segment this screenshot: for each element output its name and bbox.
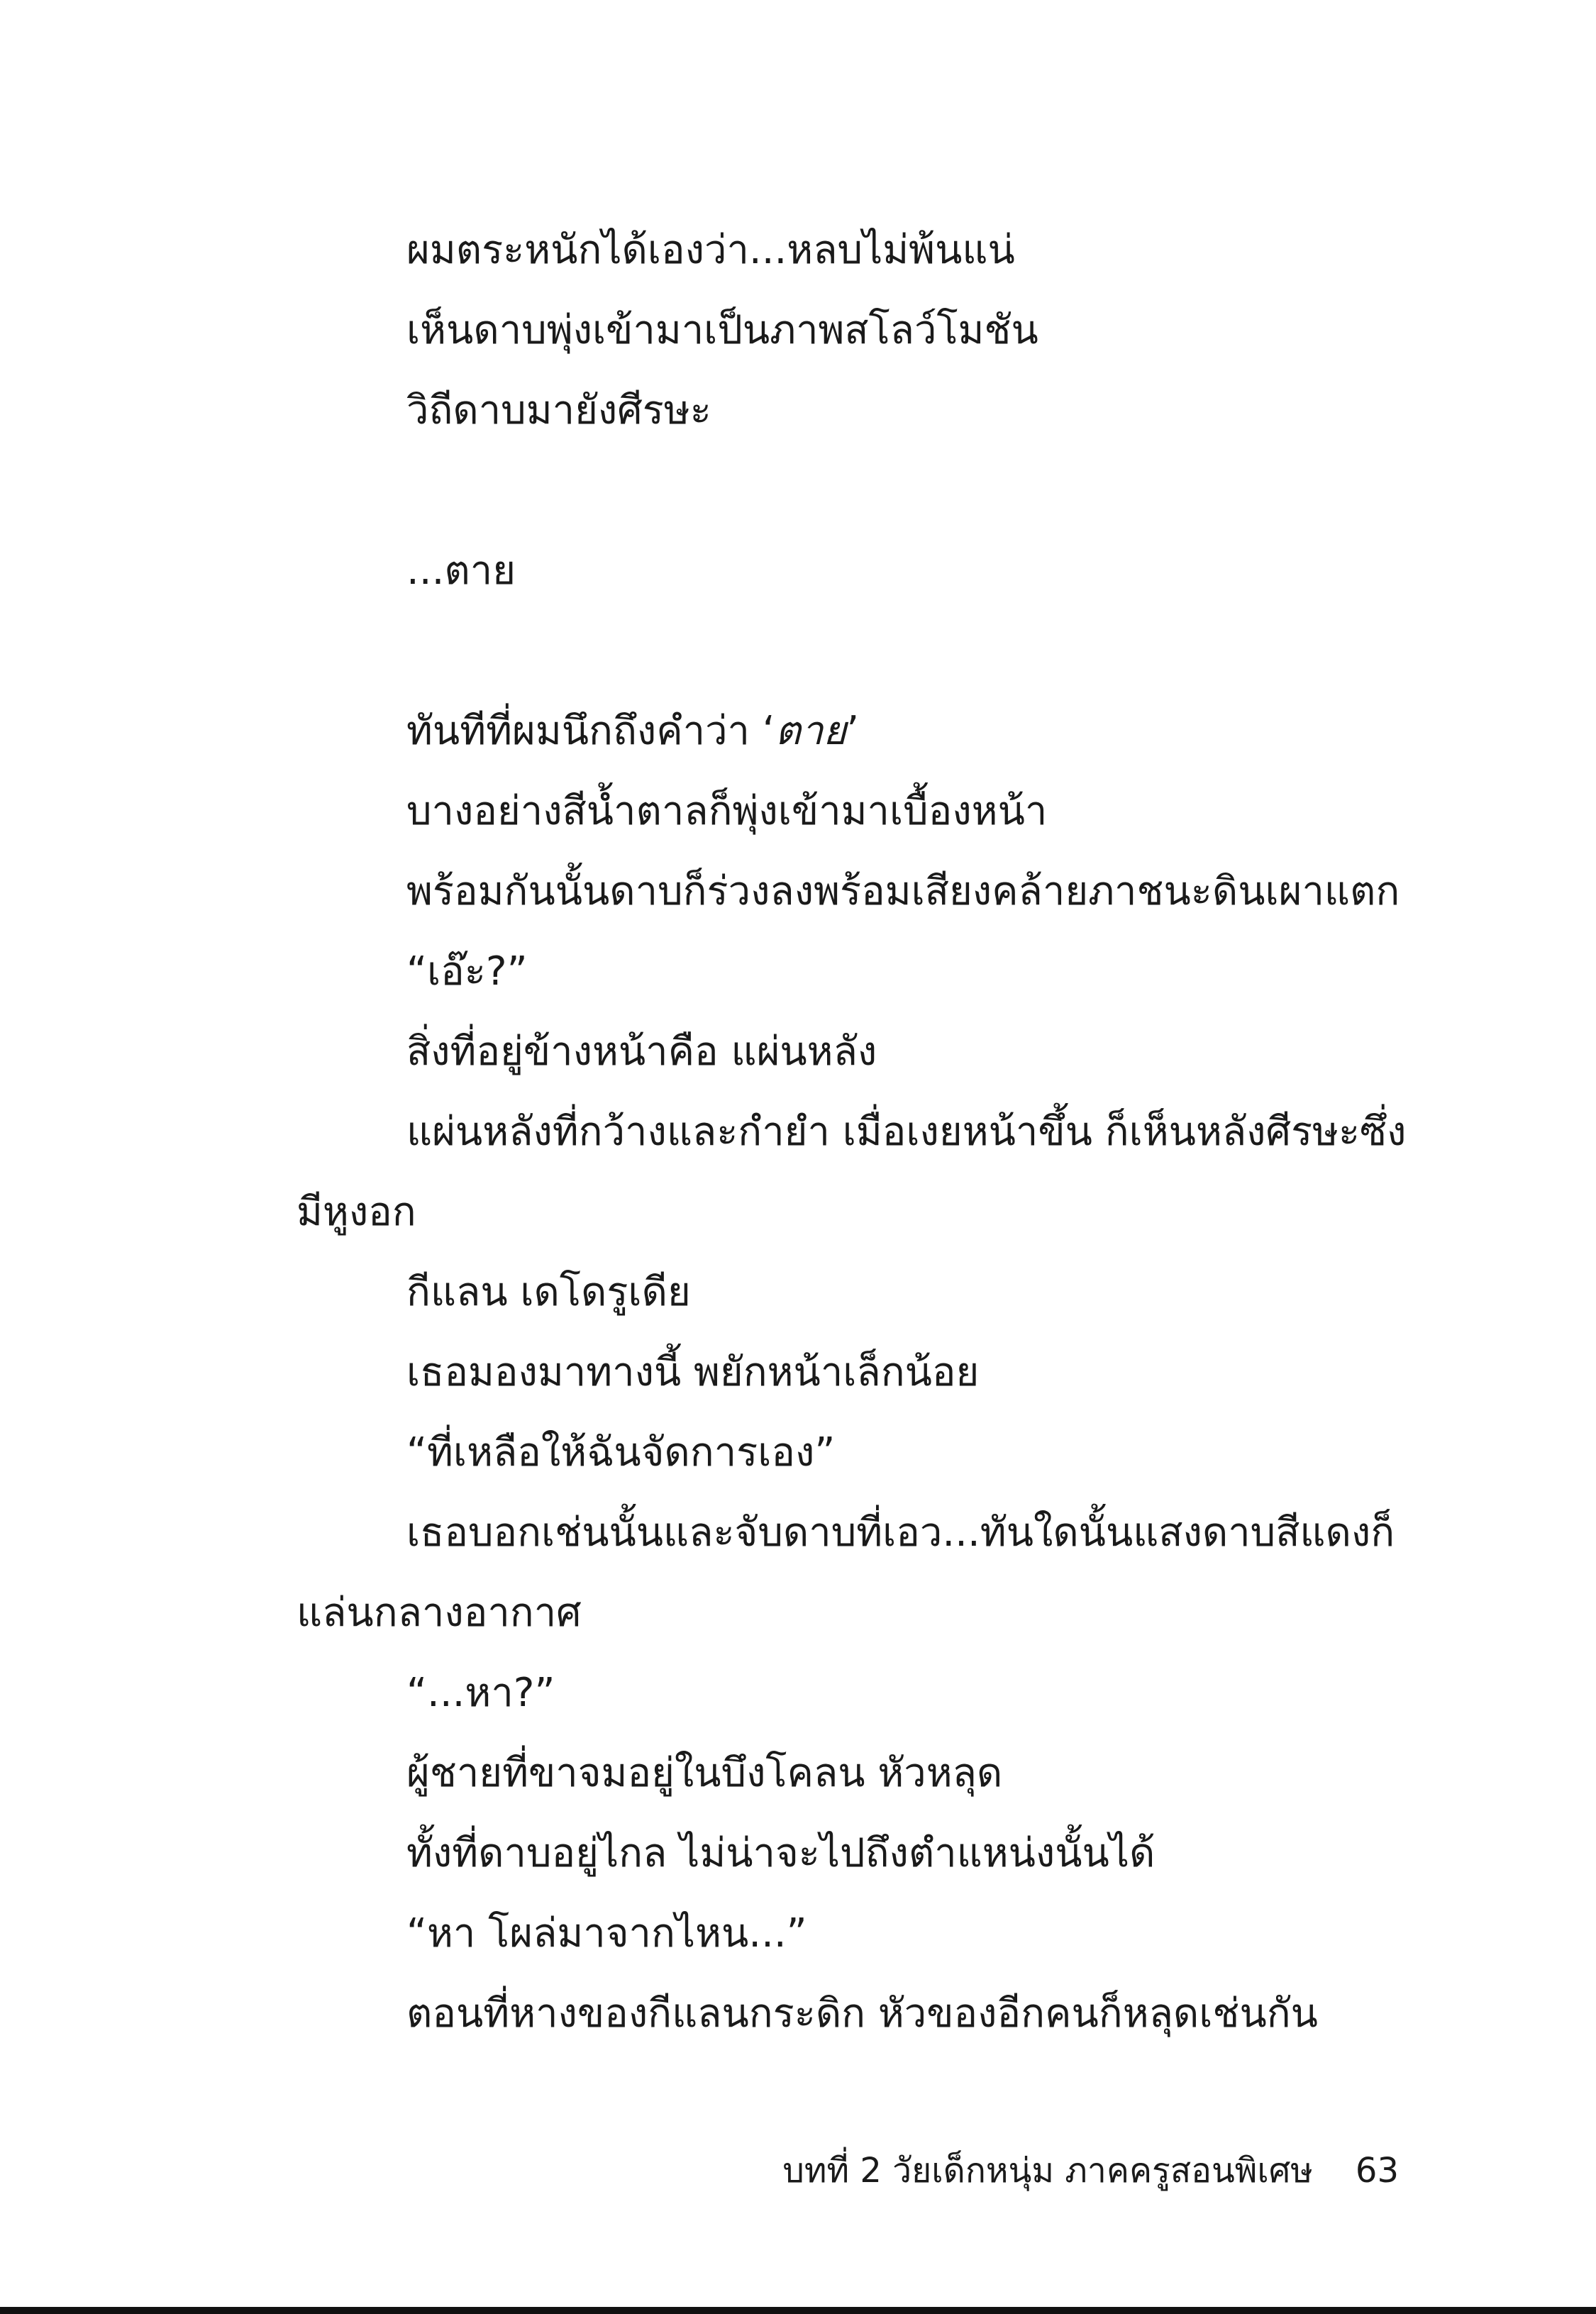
paragraph: ผมตระหนักได้เองว่า...หลบไม่พ้นแน่ (406, 227, 1015, 273)
emphasized-word: ตาย (775, 708, 847, 754)
paragraph: “เอ๊ะ?” (406, 948, 528, 995)
paragraph: “ที่เหลือให้ฉันจัดการเอง” (406, 1429, 836, 1476)
paragraph: เห็นดาบพุ่งเข้ามาเป็นภาพสโลว์โมชัน (406, 307, 1038, 353)
paragraph: ...ตาย (406, 548, 516, 594)
paragraph: “...หา?” (406, 1670, 555, 1716)
paragraph: วิถีดาบมายังศีรษะ (406, 387, 711, 433)
blank-line (297, 611, 1417, 691)
page-number: 63 (1355, 2151, 1399, 2191)
paragraph: “หา โผล่มาจากไหน...” (406, 1910, 807, 1956)
page-footer (782, 2142, 1399, 2199)
paragraph: พร้อมกันนั้นดาบก็ร่วงลงพร้อมเสียงคล้ายภาชนะดินเผาแตก (406, 868, 1400, 914)
paragraph: ทันทีที่ผมนึกถึงคำว่า ‘ตาย’ (406, 708, 860, 754)
paragraph: เธอบอกเช่นนั้นและจับดาบที่เอว...ทันใดนั้นแสงดาบสีแดงก็แล่นกลางอากาศ (297, 1510, 1395, 1636)
paragraph: ผู้ชายที่ขาจมอยู่ในบึงโคลน หัวหลุด (406, 1750, 1003, 1796)
body-text (297, 210, 1417, 2054)
chapter-title: บทที่ 2 วัยเด็กหนุ่ม ภาคครูสอนพิเศษ (782, 2151, 1313, 2191)
paragraph: เธอมองมาทางนี้ พยักหน้าเล็กน้อย (406, 1349, 980, 1395)
bottom-border (0, 2307, 1596, 2314)
paragraph: บางอย่างสีน้ำตาลก็พุ่งเข้ามาเบื้องหน้า (406, 788, 1048, 834)
paragraph: สิ่งที่อยู่ข้างหน้าคือ แผ่นหลัง (406, 1029, 877, 1075)
blank-line (297, 450, 1417, 531)
paragraph: แผ่นหลังที่กว้างและกำยำ เมื่อเงยหน้าขึ้น ก็เห็นหลังศีรษะซึ่งมีหูงอก (297, 1109, 1407, 1235)
paragraph: กีแลน เดโดรูเดีย (406, 1269, 691, 1315)
paragraph: ทั้งที่ดาบอยู่ไกล ไม่น่าจะไปถึงตำแหน่งนั้นได้ (406, 1830, 1156, 1876)
paragraph: ตอนที่หางของกีแลนกระดิก หัวของอีกคนก็หลุดเช่นกัน (406, 1991, 1318, 2037)
paragraph-text: ทันทีที่ผมนึกถึงคำว่า (406, 708, 763, 754)
